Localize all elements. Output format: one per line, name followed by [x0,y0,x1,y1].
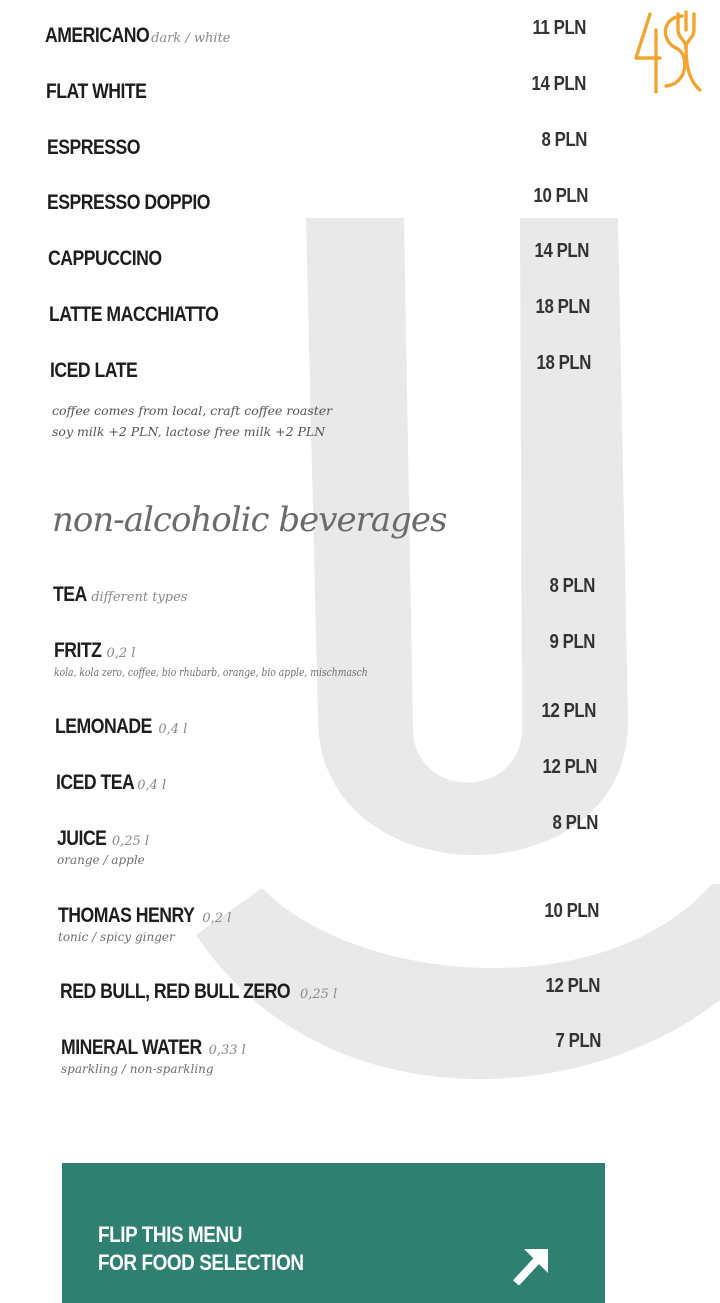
item-qualifier: 0,4 l [158,722,188,737]
menu-item-iced-tea [56,771,166,795]
item-name: ESPRESSO DOPPIO [47,191,211,214]
menu-item-fritz [54,639,446,679]
coffee-note-roaster: coffee comes from local, craft coffee roaster [52,403,333,418]
item-name: FRITZ [54,639,102,662]
menu-item-iced-late [50,359,154,383]
item-price: 8 PLN [552,812,598,834]
item-price: 12 PLN [542,756,597,778]
menu-item-flat-white [46,80,166,104]
banner-line-1: FLIP THIS MENU [98,1222,242,1247]
menu-item-mineral-water [61,1036,246,1076]
item-price: 14 PLN [531,73,586,95]
item-name: ESPRESSO [47,136,141,159]
item-description: kola, kola zero, coffee, bio rhubarb, orange, bio apple, mischmasch [54,665,368,679]
item-qualifier: different types [91,590,188,605]
item-price: 12 PLN [541,700,596,722]
flip-menu-banner[interactable] [62,1163,605,1303]
item-qualifier: dark / white [151,31,231,46]
item-name: ICED LATE [50,359,138,382]
menu-item-espresso [47,136,158,160]
item-name: LEMONADE [55,715,152,738]
section-title-beverages: non-alcoholic beverages [52,500,447,540]
item-price: 8 PLN [549,575,595,597]
item-name: AMERICANO [45,24,150,47]
item-name: CAPPUCCINO [48,247,162,270]
menu-item-thomas-henry [58,904,231,944]
item-name: TEA [53,583,87,606]
item-qualifier: 0,2 l [202,911,232,926]
item-price: 18 PLN [536,352,591,374]
item-name: LATTE MACCHIATTO [49,303,219,326]
menu-item-espresso-doppio [47,191,241,215]
item-name: JUICE [57,827,107,850]
item-price: 10 PLN [533,185,588,207]
menu-item-cappuccino [48,247,183,271]
item-price: 18 PLN [535,296,590,318]
item-description: tonic / spicy ginger [58,930,175,944]
banner-line-2: FOR FOOD SELECTION [98,1250,304,1275]
item-price: 7 PLN [555,1030,601,1052]
item-description: orange / apple [57,853,145,867]
item-name: MINERAL WATER [61,1036,202,1059]
item-qualifier: 0,33 l [208,1043,246,1058]
menu-item-americano [45,24,231,48]
item-price: 10 PLN [544,900,599,922]
item-price: 8 PLN [541,129,587,151]
banner-text [98,1221,304,1277]
item-name: ICED TEA [56,771,135,794]
item-qualifier: 0,25 l [299,987,338,1002]
item-price: 11 PLN [532,17,586,39]
item-qualifier: 0,25 l [111,834,150,849]
menu-item-latte-macchiatto [49,303,251,327]
item-description: sparkling / non-sparkling [61,1062,214,1076]
item-price: 12 PLN [545,975,600,997]
menu-item-tea [53,583,187,607]
menu-item-red-bull [60,980,337,1004]
coffee-notes [52,400,332,442]
item-price: 14 PLN [534,240,589,262]
item-name: FLAT WHITE [46,80,147,103]
item-price: 9 PLN [549,631,595,653]
item-name: THOMAS HENRY [58,904,195,927]
menu-item-juice [57,827,149,867]
item-qualifier: 0,4 l [137,778,167,793]
menu-item-lemonade [55,715,187,739]
coffee-note-milk: soy milk +2 PLN, lactose free milk +2 PLN [52,424,326,439]
arrow-up-right-icon [510,1243,552,1285]
item-name: RED BULL, RED BULL ZERO [60,980,291,1003]
fork-logo-icon [630,8,708,96]
item-qualifier: 0,2 l [106,646,136,661]
